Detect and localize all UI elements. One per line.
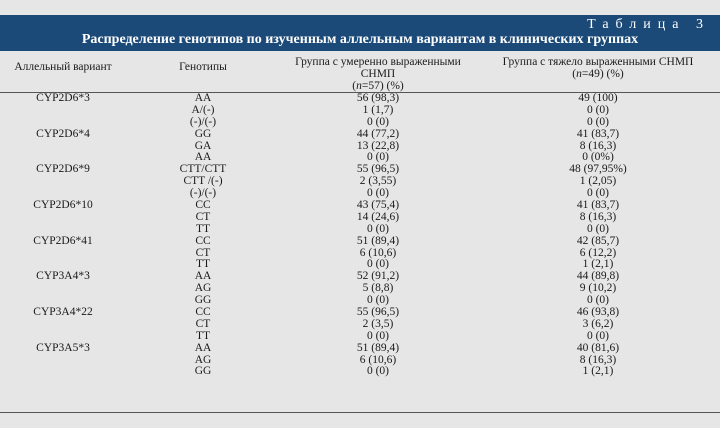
- cell-severe: 49 (100): [578, 92, 618, 105]
- table-row: [0, 188, 720, 200]
- cell-genotype: CTT /(-): [183, 175, 223, 188]
- cell-severe: 0 (0): [586, 115, 610, 128]
- header-moderate-open-paren: (: [352, 80, 357, 92]
- cell-allele: [0, 259, 126, 271]
- table-row: [0, 128, 720, 140]
- cell-genotype: TT: [195, 329, 211, 342]
- cell-moderate: 0 (0): [366, 151, 390, 164]
- cell-severe: 41 (83,7): [576, 127, 620, 140]
- header-severe-count: =49) (%): [581, 68, 624, 80]
- cell-severe: 42 (85,7): [576, 234, 620, 247]
- cell-allele: CYP2D6*4: [36, 127, 90, 140]
- cell-moderate: 5 (8,8): [362, 282, 394, 295]
- table-bottom-rule: [0, 412, 720, 413]
- cell-moderate: 0 (0): [366, 115, 390, 128]
- cell-moderate: 51 (89,4): [356, 341, 400, 354]
- cell-genotype: AA: [194, 92, 212, 105]
- table-row: [0, 318, 720, 330]
- cell-genotype: A/(-): [191, 103, 215, 116]
- cell-allele: [0, 318, 126, 330]
- table-label: Таблица 3: [587, 17, 710, 32]
- cell-genotype: AG: [194, 282, 212, 295]
- cell-severe: 0 (0): [586, 187, 610, 200]
- cell-allele: [0, 223, 126, 235]
- cell-severe: 6 (12,2): [579, 246, 617, 259]
- header-moderate-line1: Группа с умеренно выраженными СНМП: [295, 56, 461, 80]
- cell-moderate: 6 (10,6): [359, 246, 397, 259]
- cell-genotype: CC: [195, 234, 211, 247]
- cell-allele: [0, 366, 126, 378]
- cell-genotype: CT: [195, 210, 211, 223]
- cell-allele: CYP2D6*9: [36, 163, 90, 176]
- cell-severe: 0 (0%): [582, 151, 614, 164]
- table-row: [0, 116, 720, 128]
- header-severe-open-paren: (: [572, 68, 577, 80]
- cell-severe: 8 (16,3): [579, 353, 617, 366]
- cell-allele: CYP2D6*10: [33, 198, 93, 211]
- cell-moderate: 52 (91,2): [356, 270, 400, 283]
- cell-allele: CYP3A4*22: [33, 305, 93, 318]
- header-moderate-n: n: [356, 80, 362, 92]
- table-row: [0, 330, 720, 342]
- table-row: [0, 283, 720, 295]
- genotype-table: [0, 53, 720, 378]
- cell-allele: CYP2D6*3: [36, 92, 90, 105]
- table-banner: [0, 15, 720, 51]
- table-row: [0, 164, 720, 176]
- cell-allele: [0, 176, 126, 188]
- cell-moderate: 1 (1,7): [362, 103, 394, 116]
- table-row: [0, 366, 720, 378]
- cell-genotype: AA: [194, 151, 212, 164]
- cell-allele: [0, 211, 126, 223]
- cell-genotype: CT: [195, 317, 211, 330]
- cell-severe: 0 (0): [586, 103, 610, 116]
- cell-allele: [0, 247, 126, 259]
- cell-moderate: 0 (0): [366, 365, 390, 378]
- cell-severe: 0 (0): [586, 222, 610, 235]
- cell-genotype: AA: [194, 341, 212, 354]
- cell-moderate: 0 (0): [366, 294, 390, 307]
- cell-allele: CYP2D6*41: [33, 234, 93, 247]
- cell-severe: 44 (89,8): [576, 270, 620, 283]
- cell-severe: 40 (81,6): [576, 341, 620, 354]
- table-row: [0, 259, 720, 271]
- cell-genotype: (-)/(-): [189, 187, 217, 200]
- cell-allele: [0, 283, 126, 295]
- cell-genotype: GG: [194, 294, 212, 307]
- cell-severe: 8 (16,3): [579, 139, 617, 152]
- cell-severe: 1 (2,05): [579, 175, 617, 188]
- cell-allele: [0, 116, 126, 128]
- cell-severe: 41 (83,7): [576, 198, 620, 211]
- cell-genotype: GA: [194, 139, 212, 152]
- cell-genotype: TT: [195, 258, 211, 271]
- cell-severe: 48 (97,95%): [569, 163, 627, 176]
- cell-severe: 0 (0): [586, 294, 610, 307]
- table-row: [0, 307, 720, 319]
- header-severe-n: n: [576, 68, 582, 80]
- cell-moderate: 0 (0): [366, 222, 390, 235]
- table-row: [0, 176, 720, 188]
- cell-moderate: 55 (96,5): [356, 305, 400, 318]
- cell-moderate: 56 (98,3): [356, 92, 400, 105]
- table-row: [0, 295, 720, 307]
- table-row: [0, 271, 720, 283]
- table-row: [0, 140, 720, 152]
- table-row: [0, 152, 720, 164]
- cell-allele: [0, 104, 126, 116]
- cell-genotype: CTT/CTT: [179, 163, 227, 176]
- cell-moderate: 55 (96,5): [356, 163, 400, 176]
- cell-allele: CYP3A4*3: [36, 270, 90, 283]
- cell-genotype: (-)/(-): [189, 115, 217, 128]
- cell-genotype: TT: [195, 222, 211, 235]
- header-moderate-group: [280, 53, 476, 93]
- table-row: [0, 93, 720, 105]
- cell-moderate: 44 (77,2): [356, 127, 400, 140]
- cell-moderate: 0 (0): [366, 329, 390, 342]
- cell-allele: [0, 140, 126, 152]
- cell-allele: [0, 330, 126, 342]
- cell-severe: 3 (6,2): [582, 317, 614, 330]
- cell-genotype: CC: [195, 198, 211, 211]
- cell-genotype: GG: [194, 365, 212, 378]
- cell-genotype: AG: [194, 353, 212, 366]
- cell-allele: CYP3A5*3: [36, 341, 90, 354]
- cell-moderate: 13 (22,8): [356, 139, 400, 152]
- cell-moderate: 14 (24,6): [356, 210, 400, 223]
- cell-severe: 9 (10,2): [579, 282, 617, 295]
- header-allele: Аллельный вариант: [0, 53, 126, 93]
- cell-allele: [0, 152, 126, 164]
- cell-moderate: 0 (0): [366, 187, 390, 200]
- header-genotype: Генотипы: [126, 53, 280, 93]
- cell-genotype: AA: [194, 270, 212, 283]
- cell-moderate: 51 (89,4): [356, 234, 400, 247]
- cell-allele: [0, 354, 126, 366]
- cell-severe: 8 (16,3): [579, 210, 617, 223]
- cell-severe: 1 (2,1): [582, 258, 614, 271]
- table-row: [0, 223, 720, 235]
- header-severe-line1: Группа с тяжело выраженными СНМП: [502, 56, 694, 68]
- cell-severe: 1 (2,1): [582, 365, 614, 378]
- table-body: [0, 93, 720, 378]
- cell-genotype: CT: [195, 246, 211, 259]
- table-row: [0, 354, 720, 366]
- cell-allele: [0, 188, 126, 200]
- header-severe-group: [476, 53, 720, 93]
- header-moderate-count: =57) (%): [361, 80, 404, 92]
- cell-severe: 0 (0): [586, 329, 610, 342]
- table-row: [0, 200, 720, 212]
- cell-genotype: CC: [195, 305, 211, 318]
- cell-allele: [0, 295, 126, 307]
- table-row: [0, 211, 720, 223]
- cell-severe: 46 (93,8): [576, 305, 620, 318]
- table-title: Распределение генотипов по изученным аллельным вариантам в клинических группах: [81, 32, 639, 47]
- table-row: [0, 342, 720, 354]
- cell-moderate: 43 (75,4): [356, 198, 400, 211]
- cell-moderate: 2 (3,5): [362, 317, 394, 330]
- cell-moderate: 0 (0): [366, 258, 390, 271]
- table-header-row: [0, 53, 720, 93]
- cell-genotype: GG: [194, 127, 212, 140]
- table-row: [0, 247, 720, 259]
- cell-moderate: 2 (3,55): [359, 175, 397, 188]
- table-row: [0, 104, 720, 116]
- cell-moderate: 6 (10,6): [359, 353, 397, 366]
- table-row: [0, 235, 720, 247]
